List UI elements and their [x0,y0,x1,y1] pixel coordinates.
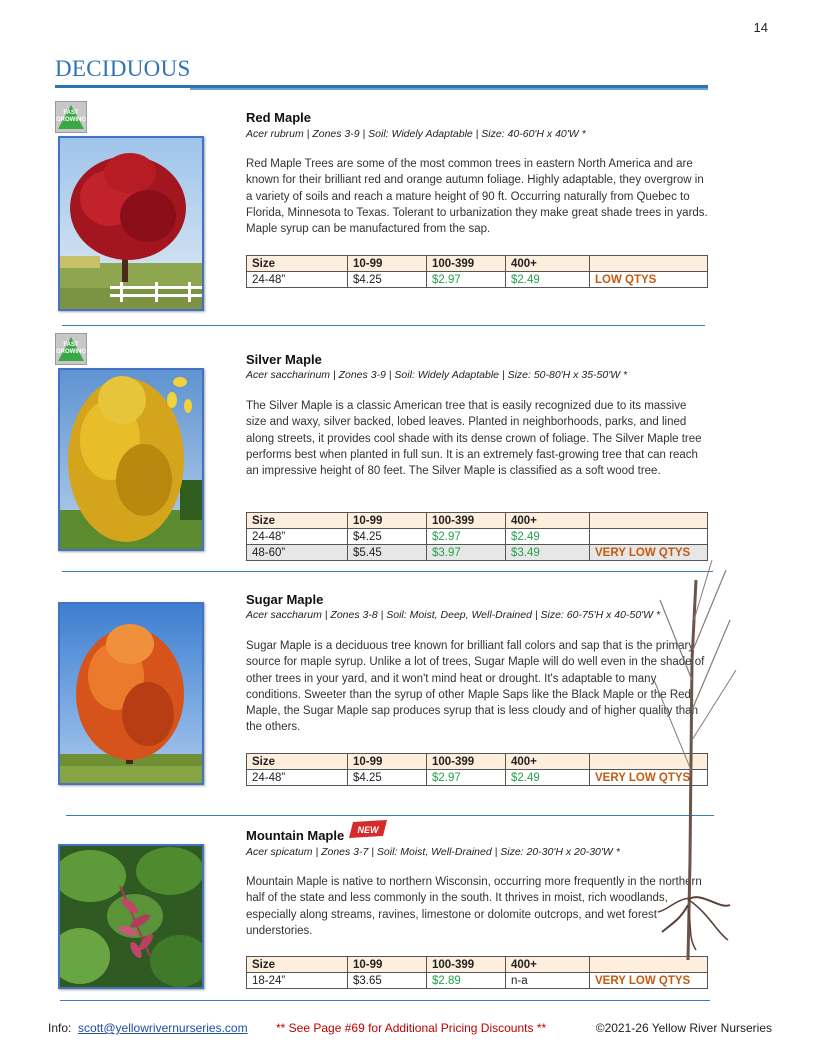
table-row [247,545,708,561]
price-table-header [247,513,708,529]
cell-price: $4.25 [348,770,427,786]
badge-line1: FAST [63,342,79,348]
cell-size: 24-48” [247,770,348,786]
cell-note: VERY LOW QTYS [590,545,708,561]
mountain-maple-leaves-image [60,846,202,987]
col-400-plus: 400+ [506,754,590,770]
cell-size: 48-60” [247,545,348,561]
cell-price: $5.45 [348,545,427,561]
col-400-plus: 400+ [506,957,590,973]
product-description: Red Maple Trees are some of the most common trees in eastern North America and are known for their brilliant red and orange autumn foliage. Highly adaptable, they overgrow in a variety of soils and reach a mature height of 90 ft. Occurring naturally from Quebec to Florida, Minnesota to Texas. Tolerant to urbanization they make great shade trees in yards. Maple syrup can be manufactured from the sap. [246,158,708,236]
product-description: Sugar Maple is a deciduous tree known for brilliant fall colors and sap that is the primary source for maple syrup. Unlike a lot of trees, Sugar Maple will do well even in the shade of other trees in your yard, and it won't mind heat or drought. It's adaptable to many conditions. Sweeter than the syrup of other Maple Saps like the Black Maple or the Red Maple, the Sugar Maple sap produces syrup that is less cloudy and of higher quality than the others. [246,640,705,734]
cell-size: 24-48” [247,529,348,545]
product-name: Silver Maple [246,352,322,367]
col-400-plus: 400+ [506,513,590,529]
fast-growing-badge [55,101,87,133]
cell-price: $2.49 [506,770,590,786]
page-number: 14 [753,20,768,35]
price-table-header [247,957,708,973]
badge-line2: GROWING [56,349,86,355]
cell-price: $3.65 [348,973,427,989]
price-table [246,956,708,989]
product-specs: Acer spicatum | Zones 3-7 | Soil: Moist, Well-Drained | Size: 20-30'H x 20-30'W * [246,846,620,858]
col-100-399: 100-399 [427,256,506,272]
bare-root-sapling-image [640,560,740,960]
red-maple-tree-image [60,138,202,309]
cell-price: $3.49 [506,545,590,561]
table-row [247,529,708,545]
footer-info [48,1021,248,1035]
col-100-399: 100-399 [427,513,506,529]
badge-line2: GROWING [56,117,86,123]
product-name: Mountain Maple [246,828,345,843]
title-rule-accent [190,88,708,90]
col-note [590,256,708,272]
cell-price: $2.89 [427,973,506,989]
price-table-header [247,754,708,770]
cell-price: $2.97 [427,529,506,545]
cell-size: 24-48” [247,272,348,288]
section-divider [60,1000,710,1001]
cell-price: $4.25 [348,272,427,288]
cell-price: n-a [506,973,590,989]
badge-line1: FAST [63,110,79,116]
section-divider [62,571,713,572]
cell-price: $4.25 [348,529,427,545]
new-badge-icon [349,820,387,838]
cell-price: $2.97 [427,770,506,786]
col-10-99: 10-99 [348,256,427,272]
col-note [590,513,708,529]
cell-note: VERY LOW QTYS [590,973,708,989]
product-specs: Acer saccharum | Zones 3-8 | Soil: Moist, Deep, Well-Drained | Size: 60-75'H x 40-50'W * [246,609,661,621]
footer-copyright: ©2021-26 Yellow River Nurseries [595,1021,772,1035]
cell-size: 18-24” [247,973,348,989]
new-badge-label: NEW [357,825,379,835]
col-10-99: 10-99 [348,754,427,770]
col-10-99: 10-99 [348,957,427,973]
product-name: Red Maple [246,110,312,125]
col-size: Size [247,754,348,770]
section-title: DECIDUOUS [55,56,191,81]
table-row [247,272,708,288]
section-divider [66,815,714,816]
silver-maple-photo [58,368,204,551]
table-row [247,770,708,786]
fast-growing-badge [55,333,87,365]
col-size: Size [247,256,348,272]
product-description: Mountain Maple is native to northern Wisconsin, occurring more frequently in the northern half of the state and less commonly in the south. It thrives in moist, rich woodlands, especially along streams, ravines, limestone or dolomite outcrops, and wet forest understories. [246,876,702,937]
section-divider [62,325,705,326]
cell-price: $2.49 [506,529,590,545]
col-size: Size [247,957,348,973]
cell-price: $2.97 [427,272,506,288]
product-name: Sugar Maple [246,592,324,607]
price-table-header [247,256,708,272]
product-specs: Acer rubrum | Zones 3-9 | Soil: Widely Adaptable | Size: 40-60'H x 40'W * [246,128,586,140]
product-specs: Acer saccharinum | Zones 3-9 | Soil: Widely Adaptable | Size: 50-80'H x 35-50'W * [246,369,628,381]
cell-note: LOW QTYS [590,272,708,288]
price-table [246,512,708,561]
cell-note: VERY LOW QTYS [590,770,708,786]
footer-discount-note: ** See Page #69 for Additional Pricing Discounts ** [276,1021,547,1035]
col-100-399: 100-399 [427,957,506,973]
sugar-maple-tree-image [60,604,202,783]
product-description: The Silver Maple is a classic American tree that is easily recognized due to its massive size and waxy, silver backed, lobed leaves. Planted in neighborhoods, parks, and lined along streets, it provides cool shade with its dense crown of foliage. The Silver Maple tree performs best when planted in full sun. It is an extremely fast-growing tree that can reach an impressive height of 80 feet. The Silver Maple is classified as a soft wood tree. [246,400,702,478]
mountain-maple-photo [58,844,204,989]
email-link[interactable]: scott@yellowrivernurseries.com [78,1021,248,1035]
col-10-99: 10-99 [348,513,427,529]
price-table [246,255,708,288]
cell-price: $2.49 [506,272,590,288]
col-100-399: 100-399 [427,754,506,770]
cell-note [590,529,708,545]
col-400-plus: 400+ [506,256,590,272]
col-size: Size [247,513,348,529]
table-row [247,973,708,989]
red-maple-photo [58,136,204,311]
cell-price: $3.97 [427,545,506,561]
footer-info-label: Info: [48,1021,72,1035]
sugar-maple-photo [58,602,204,785]
silver-maple-tree-image [60,370,202,549]
price-table [246,753,708,786]
